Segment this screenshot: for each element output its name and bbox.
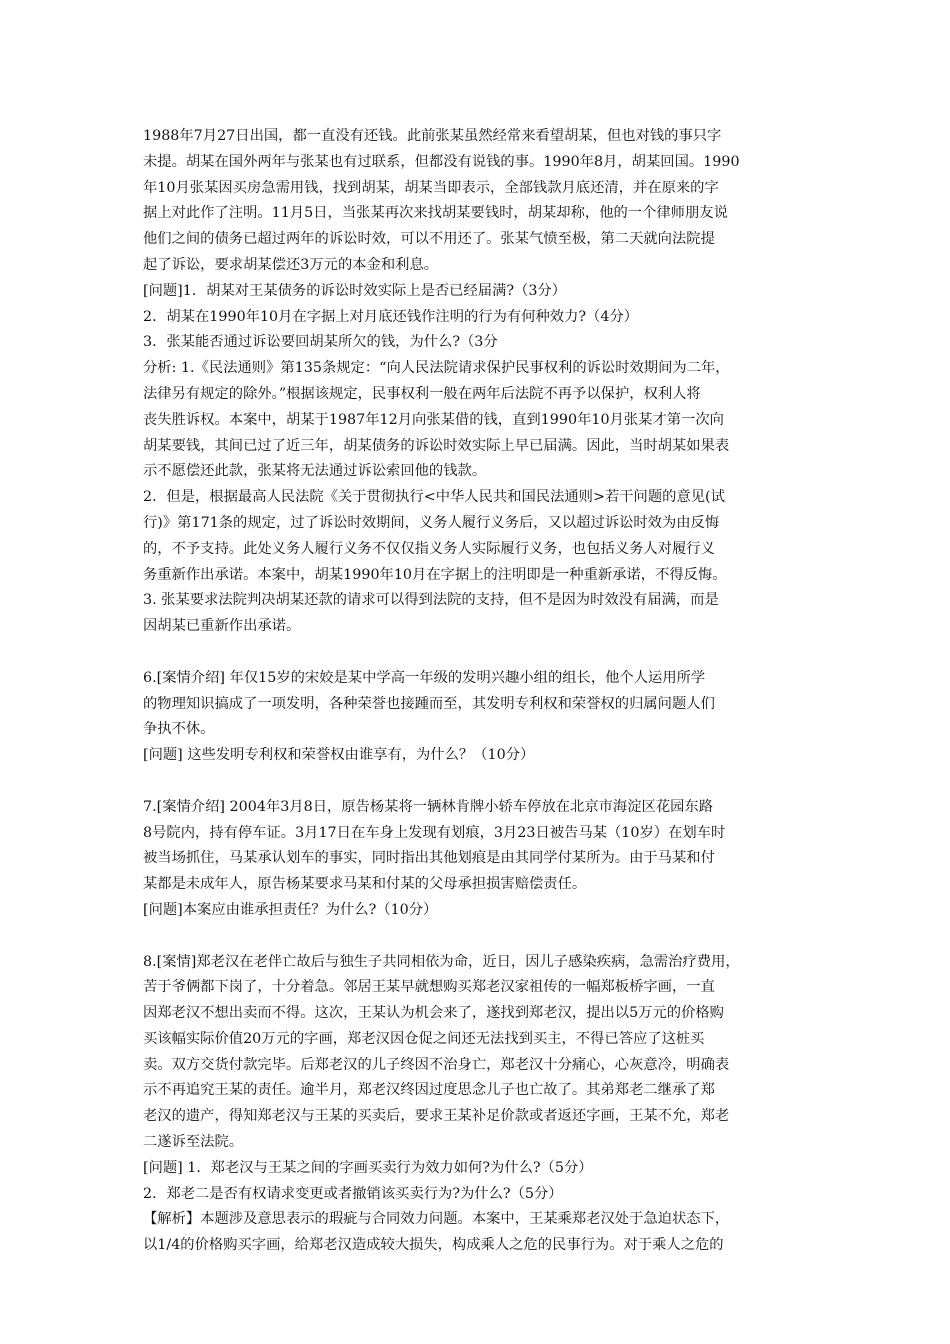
text-line: 行)》第171条的规定，过了诉讼时效期间，义务人履行义务后，又以超过诉讼时效为由反悔 bbox=[143, 514, 720, 531]
text-line: 老汉的遗产，得知郑老汉与王某的买卖后，要求王某补足价款或者返还字画，王某不允，郑老 bbox=[143, 1108, 730, 1125]
text-line: 3．张某能否通过诉讼要回胡某所欠的钱，为什么?（3分 bbox=[143, 334, 498, 351]
text-line: 2．郑老二是否有权请求变更或者撤销该买卖行为?为什么?（5分） bbox=[143, 1185, 563, 1202]
text-line: 二遂诉至法院。 bbox=[143, 1134, 244, 1151]
text-line: [问题] 这些发明专利权和荣誉权由谁享有，为什么？（10分） bbox=[143, 747, 535, 764]
paragraph-gap bbox=[143, 769, 813, 795]
text-line: [问题]本案应由谁承担责任？为什么?（10分） bbox=[143, 901, 438, 918]
text-line: 他们之间的债务已超过两年的诉讼时效，可以不用还了。张某气愤至极，第二天就向法院提 bbox=[143, 231, 715, 248]
text-line: 胡某要钱，其间已过了近三年，胡某债务的诉讼时效实际上早已届满。因此，当时胡某如果表 bbox=[143, 437, 730, 454]
text-line: 起了诉讼，要求胡某偿还3万元的本金和利息。 bbox=[143, 256, 439, 273]
text-line: 据上对此作了注明。11月5日，当张某再次来找胡某要钱时，胡某却称，他的一个律师朋友说 bbox=[143, 205, 728, 222]
paragraph bbox=[143, 666, 813, 769]
document-body bbox=[143, 124, 813, 1259]
paragraph bbox=[143, 950, 813, 1260]
paragraph-gap bbox=[143, 640, 813, 666]
text-line: 1988年7月27日出国，都一直没有还钱。此前张某虽然经常来看望胡某，但也对钱的事只字 bbox=[143, 128, 722, 144]
text-line: 务重新作出承诺。本案中，胡某1990年10月在字据上的注明即是一种重新承诺，不得反悔。 bbox=[143, 566, 727, 583]
text-line: 年10月张某因买房急需用钱，找到胡某，胡某当即表示，全部钱款月底还清，并在原来的字 bbox=[143, 179, 719, 196]
text-line: 因郑老汉不想出卖而不得。这次，王某认为机会来了，遂找到郑老汉，提出以5万元的价格购 bbox=[143, 1005, 724, 1022]
text-line: 因胡某已重新作出承诺。 bbox=[143, 618, 301, 635]
paragraph-gap bbox=[143, 924, 813, 950]
text-line: 示不再追究王某的责任。逾半月，郑老汉终因过度思念儿子也亡故了。其弟郑老二继承了郑 bbox=[143, 1082, 715, 1099]
text-line: 卖。双方交货付款完毕。后郑老汉的儿子终因不治身亡，郑老汉十分痛心，心灰意冷，明确表 bbox=[143, 1056, 730, 1073]
text-line: 买该幅实际价值20万元的字画，郑老汉因仓促之间还无法找到买主，不得已答应了这桩买 bbox=[143, 1030, 705, 1047]
text-line: 的物理知识搞成了一项发明，各种荣誉也接踵而至，其发明专利权和荣誉权的归属问题人们 bbox=[143, 695, 715, 712]
text-line: 以1/4的价格购买字画，给郑老汉造成较大损失，构成乘人之危的民事行为。对于乘人之危的 bbox=[143, 1237, 724, 1254]
text-line: [问题] 1．郑老汉与王某之间的字画买卖行为效力如何?为什么?（5分） bbox=[143, 1159, 593, 1176]
text-line: 法律另有规定的除外。”根据该规定，民事权利一般在两年后法院不再予以保护，权利人将 bbox=[143, 385, 701, 402]
text-line: 示不愿偿还此款，张某将无法通过诉讼索回他的钱款。 bbox=[143, 463, 487, 480]
text-line: 苦于爷俩都下岗了，十分着急。邻居王某早就想购买郑老汉家祖传的一幅郑板桥字画，一直 bbox=[143, 979, 715, 996]
text-line: 8.[案情]郑老汉在老伴亡故后与独生子共同相依为命，近日，因儿子感染疾病，急需治疗费用， bbox=[143, 953, 740, 970]
text-line: 争执不休。 bbox=[143, 721, 215, 738]
text-line: 3. 张某要求法院判决胡某还款的请求可以得到法院的支持，但不是因为时效没有届满，而是 bbox=[143, 592, 719, 609]
text-line: 的，不予支持。此处义务人履行义务不仅仅指义务人实际履行义务，也包括义务人对履行义 bbox=[143, 540, 715, 557]
paragraph bbox=[143, 124, 813, 640]
text-line: 2．胡某在1990年10月在字据上对月底还钱作注明的行为有何种效力?（4分） bbox=[143, 308, 639, 325]
text-line: 未提。胡某在国外两年与张某也有过联系，但都没有说钱的事。1990年8月，胡某回国。1990 bbox=[143, 153, 740, 170]
text-line: 8号院内，持有停车证。3月17日在车身上发现有划痕，3月23日被告马某（10岁）在划车时 bbox=[143, 824, 726, 841]
text-line: 分析: 1.《民法通则》第135条规定：“向人民法院请求保护民事权利的诉讼时效期间为二年， bbox=[143, 360, 730, 377]
text-line: 丧失胜诉权。本案中，胡某于1987年12月向张某借的钱，直到1990年10月张某才第一次向 bbox=[143, 411, 724, 428]
text-line: 【解析】本题涉及意思表示的瑕疵与合同效力问题。本案中，王某乘郑老汉处于急迫状态下， bbox=[143, 1211, 730, 1228]
text-line: 7.[案情介绍] 2004年3月8日，原告杨某将一辆林肯牌小轿车停放在北京市海淀区花园东路 bbox=[143, 798, 714, 815]
text-line: 2．但是，根据最高人民法院《关于贯彻执行<中华人民共和国民法通则>若干问题的意见(试 bbox=[143, 489, 725, 506]
text-line: 6.[案情介绍] 年仅15岁的宋姣是某中学高一年级的发明兴趣小组的组长，他个人运用所学 bbox=[143, 669, 706, 686]
paragraph bbox=[143, 795, 813, 924]
text-line: 被当场抓住，马某承认划车的事实，同时指出其他划痕是由其同学付某所为。由于马某和付 bbox=[143, 850, 715, 867]
text-line: [问题]1．胡某对王某债务的诉讼时效实际上是否已经届满?（3分） bbox=[143, 282, 567, 299]
text-line: 某都是未成年人，原告杨某要求马某和付某的父母承担损害赔偿责任。 bbox=[143, 876, 587, 893]
